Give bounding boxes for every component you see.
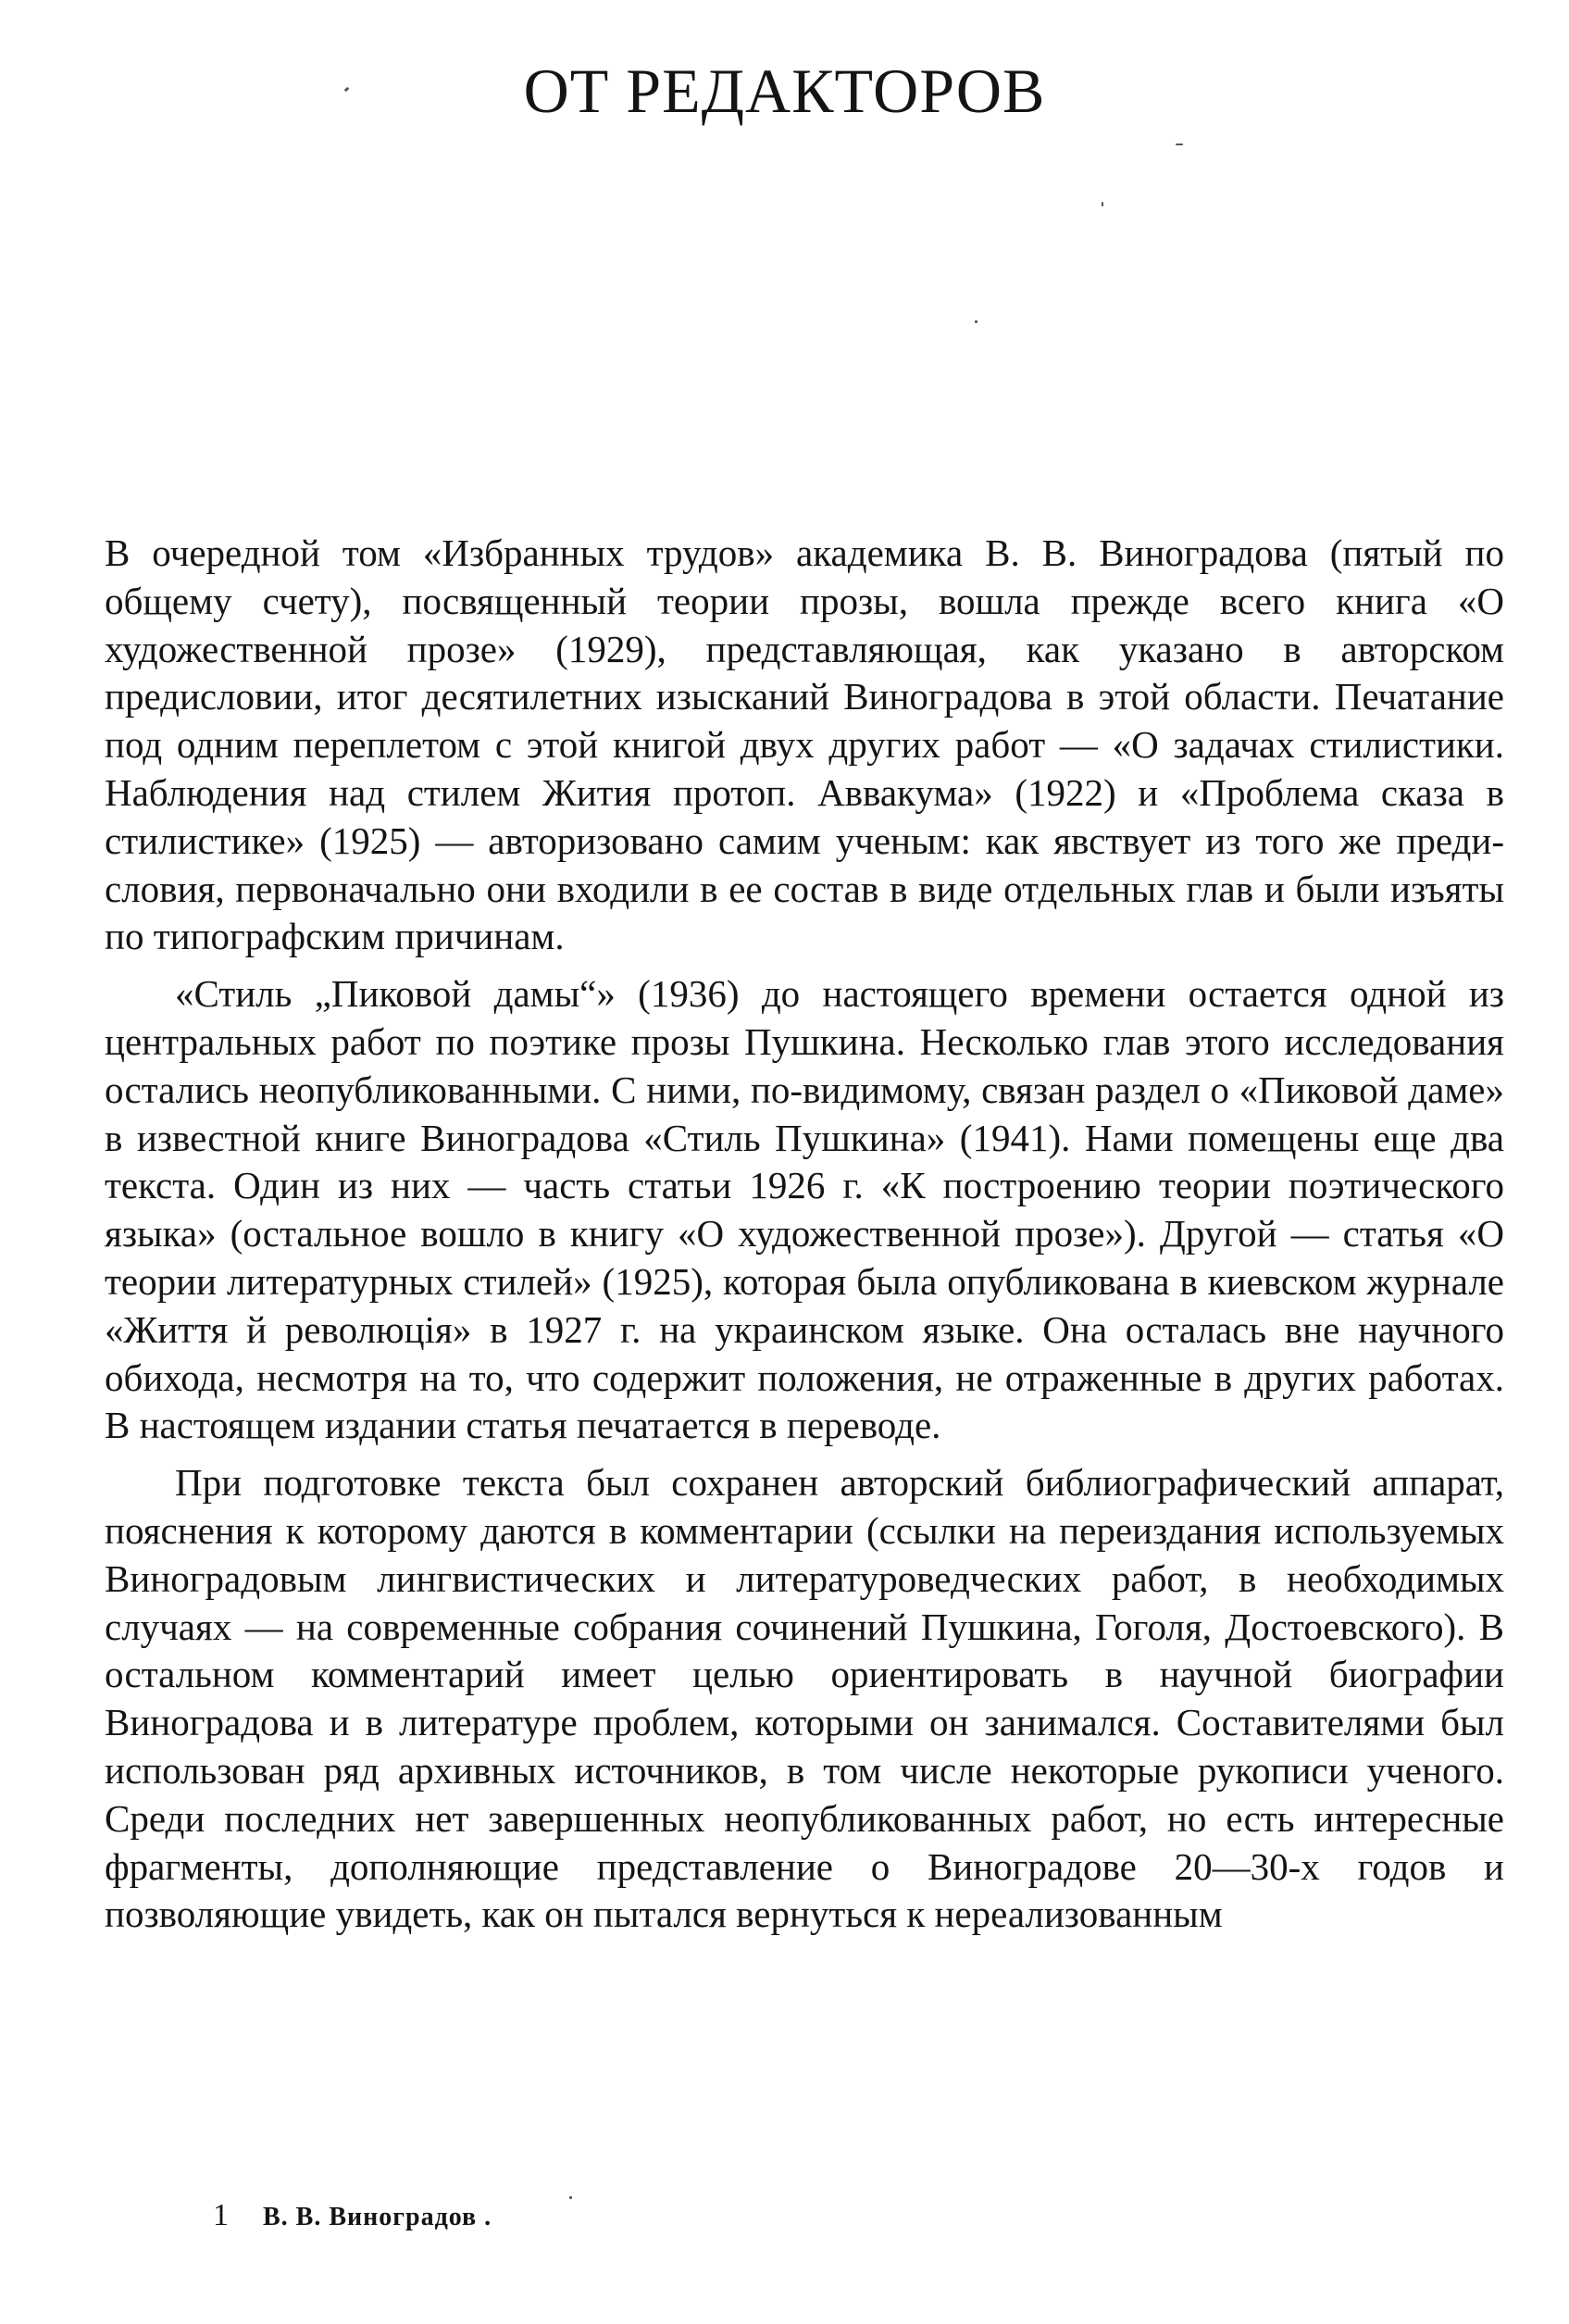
scan-speck: [975, 320, 978, 323]
signature-number: 1: [213, 2198, 230, 2232]
page-title: ОТ РЕДАКТОРОВ: [523, 56, 1046, 126]
body-text: [105, 530, 1504, 1939]
paragraph-2: «Стиль „Пиковой дамы“» (1936) до настоящего времени остается одной из центральных работ по поэтике прозы Пушкина. Несколько глав этого исследования остались неопубликованными. С ними, по-видимому, связан раздел о «Пиковой даме» в известной книге Виноградова «Стиль Пушкина» (1941). Нами помещены еще два текста. Один из них — часть статьи 1926 г. «К построению теории поэтического языка» (остальное вошло в книгу «О художественной прозе»). Другой — статья «О теории литературных стилей» (1925), которая была опубликована в киевском журнале «Життя й революцiя» в 1927 г. на украинском языке. Она осталась вне научного обихода, несмотря на то, что содержит положения, не отраженные в других работах. В настоящем издании статья печатается в переводе.: [105, 972, 1504, 1447]
scan-speck: [1176, 144, 1183, 145]
paragraph-3: При подготовке текста был сохранен авторский библиографический аппарат, пояснения к которому даются в комментарии (ссылки на переиздания используемых Виноградовым лингвистических и литературоведческих работ, в необходимых случаях — на современные собрания сочинений Пушкина, Гоголя, Достоевского). В остальном комментарий имеет целью ориентировать в научной биографии Виноградова и в литературе проблем, которыми он занимался. Составителями был использован ряд архивных источников, в том числе некоторые рукописи ученого. Среди последних нет завершенных неопубликованных работ, но есть интересные фрагменты, дополняющие представление о Виноградове 20—30-х годов и позволяющие увидеть, как он пытался вернуться к нереализованным: [105, 1461, 1504, 1936]
printer-signature: [213, 2199, 492, 2234]
paragraph-1: В очередной том «Избранных трудов» академика В. В. Виноградова (пятый по общему счету), посвященный теории прозы, вошла прежде всего книга «О художественной прозе» (1929), представляющая, как указано в авторском предисловии, итог десятилетних изысканий Виноградова в этой области. Печатание под одним переплетом с этой книгой двух других работ — «О задачах стилистики. Наблюдения над стилем Жития протоп. Аввакума» (1922) и «Проблема сказа в стилистике» (1925) — авторизовано самим ученым: как явствует из того же предисловия, первоначально они входили в ее состав в виде отдельных глав и были изъяты по типографским причинам.: [105, 531, 1504, 958]
scan-speck: [1102, 202, 1103, 206]
signature-text: В. В. Виноградов .: [263, 2203, 492, 2231]
scan-speck: [569, 2196, 572, 2199]
